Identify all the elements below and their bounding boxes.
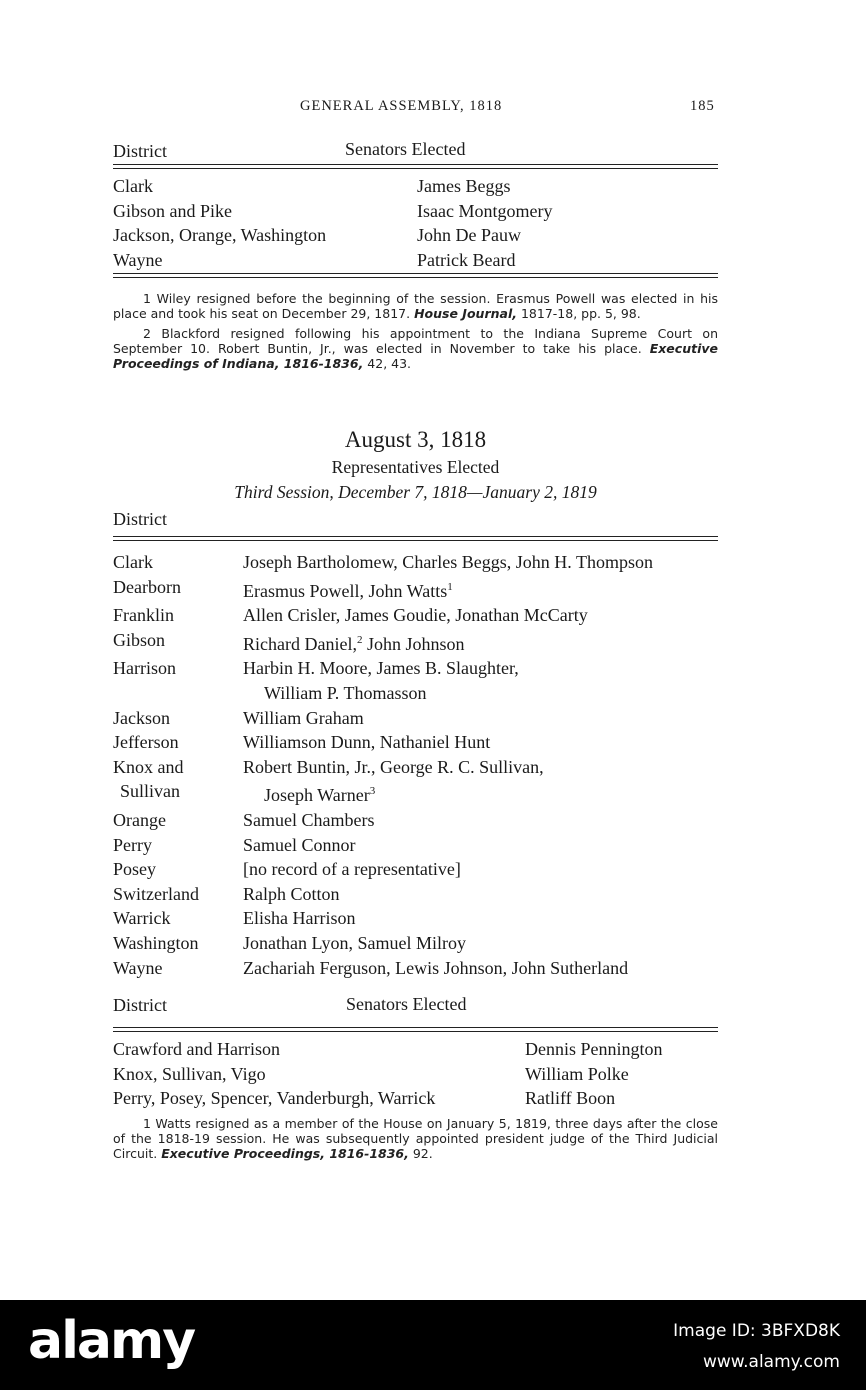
rep-names: John Johnson <box>362 633 465 654</box>
district-cell: Knox, Sullivan, Vigo <box>113 1063 266 1084</box>
footnote-text: Wiley resigned before the beginning of the session. Erasmus Powell was elected in his place and took his seat on December 29, 1817. <box>113 291 718 321</box>
senate1-senators-header: Senators Elected <box>345 139 466 159</box>
footnotes-1 <box>113 291 718 376</box>
district-cell: Jefferson <box>113 732 179 753</box>
footnote <box>113 1116 718 1161</box>
senator-cell: Patrick Beard <box>417 249 516 270</box>
representatives-cell <box>243 550 653 575</box>
table-row <box>113 199 552 224</box>
representatives-cell <box>243 956 653 981</box>
representatives-cell <box>243 931 653 956</box>
footnote-number: 1 <box>143 291 151 306</box>
rep-names: Zachariah Ferguson, Lewis Johnson, John Sutherland <box>243 957 629 978</box>
table-row <box>113 223 552 248</box>
representatives-cell <box>243 857 653 882</box>
rule <box>113 540 718 541</box>
district-cell: Jackson, Orange, Washington <box>113 225 327 246</box>
rep-names: Samuel Connor <box>243 834 356 855</box>
rep-names: Joseph Bartholomew, Charles Beggs, John H. Thompson <box>243 552 653 572</box>
footnote-pages: 92. <box>412 1146 433 1161</box>
district-cell: Clark <box>113 552 153 572</box>
district-cell: Wayne <box>113 249 163 270</box>
table-row <box>113 833 653 858</box>
representatives-cell <box>243 779 653 808</box>
table-row <box>113 755 653 780</box>
representatives-cell <box>243 808 653 833</box>
representatives-cell <box>243 575 653 604</box>
alamy-logo: alamy <box>28 1311 195 1371</box>
table-row <box>113 730 653 755</box>
rep-names: Allen Crisler, James Goudie, Jonathan McCarty <box>243 605 588 626</box>
footnotes-2 <box>113 1116 718 1166</box>
senator-cell: Dennis Pennington <box>525 1039 663 1059</box>
table-row <box>113 906 653 931</box>
senator-cell: William Polke <box>525 1063 629 1084</box>
senate2-district-header: District <box>113 995 167 1015</box>
footnote-pages: 42, 43. <box>367 356 412 371</box>
rule <box>113 164 718 165</box>
representatives-cell <box>243 730 653 755</box>
table-row <box>113 628 653 657</box>
senate2-senators-header: Senators Elected <box>346 994 467 1014</box>
representatives-cell <box>243 882 653 907</box>
district-cell: Harrison <box>113 658 176 679</box>
footnote <box>113 291 718 321</box>
representatives-cell <box>243 681 653 706</box>
representatives-cell <box>243 656 653 681</box>
district-cell: Perry <box>113 834 152 855</box>
rep-names: Samuel Chambers <box>243 809 375 830</box>
rep-names: [no record of a representative] <box>243 859 461 880</box>
table-row <box>113 174 552 199</box>
table-row <box>113 706 653 731</box>
district-cell: Gibson and Pike <box>113 200 232 221</box>
table-row <box>113 882 653 907</box>
footnote-text: Watts resigned as a member of the House on January 5, 1819, three days after the close of the 1818-19 session. He was subsequently appointed president judge of the Third Judicial Circuit. <box>113 1116 718 1161</box>
district-cell: Warrick <box>113 908 171 929</box>
rep-names: William P. Thomasson <box>264 682 427 703</box>
district-cell: Washington <box>113 932 199 953</box>
table-row <box>113 779 653 808</box>
senator-cell: John De Pauw <box>417 225 521 246</box>
footnote-pages: 1817-18, pp. 5, 98. <box>520 306 641 321</box>
senate1-district-header: District <box>113 141 167 161</box>
district-cell: Dearborn <box>113 576 181 597</box>
senator-cell: Isaac Montgomery <box>417 200 553 221</box>
table-row <box>113 857 653 882</box>
image-id: Image ID: 3BFXD8K <box>673 1321 840 1341</box>
table-row <box>113 1086 663 1111</box>
footnote-number: 2 <box>143 326 151 341</box>
rep-names: Richard Daniel, <box>243 633 357 654</box>
senator-cell: James Beggs <box>417 176 511 196</box>
rep-names: Joseph Warner <box>264 785 370 806</box>
table-row <box>113 656 653 681</box>
representatives-cell <box>243 628 653 657</box>
footnote-text: Blackford resigned following his appointment to the Indiana Supreme Court on September 10. Robert Buntin, Jr., was elected in November to take his place. <box>113 326 718 356</box>
rule <box>113 1027 718 1028</box>
table-row <box>113 603 653 628</box>
rep-names: Williamson Dunn, Nathaniel Hunt <box>243 732 491 753</box>
rep-names: Robert Buntin, Jr., George R. C. Sullivan, <box>243 756 544 777</box>
senate2-table <box>113 1037 663 1111</box>
table-row <box>113 681 653 706</box>
representatives-cell <box>243 906 653 931</box>
footnote-mark: 2 <box>356 633 363 646</box>
rule <box>113 1031 718 1032</box>
district-cell: Jackson <box>113 707 170 728</box>
representatives-cell <box>243 755 653 780</box>
election-subtitle: Representatives Elected <box>331 457 500 477</box>
rep-names: William Graham <box>243 707 364 728</box>
footnote-citation: Executive Proceedings, 1816-1836, <box>161 1146 409 1161</box>
rule <box>113 277 718 278</box>
site-url: www.alamy.com <box>702 1352 840 1372</box>
district-cell: Posey <box>113 859 157 880</box>
rule <box>113 273 718 274</box>
table-row <box>113 550 653 575</box>
district-cell: Clark <box>113 176 153 196</box>
table-row <box>113 248 552 273</box>
district-cell <box>113 681 243 706</box>
table-row <box>113 575 653 604</box>
footnote-citation: Executive Proceedings of Indiana, 1816-1836, <box>113 341 718 371</box>
district-cell: Sullivan <box>120 781 181 802</box>
district-cell: Orange <box>113 809 166 830</box>
table-row <box>113 1037 663 1062</box>
representatives-cell <box>243 603 653 628</box>
footnote <box>113 326 718 371</box>
district-cell: Switzerland <box>113 883 199 904</box>
rule <box>113 168 718 169</box>
rep-names: Harbin H. Moore, James B. Slaughter, <box>243 658 519 679</box>
district-cell: Gibson <box>113 629 166 650</box>
table-row <box>113 1062 663 1087</box>
page-number: 185 <box>690 98 715 114</box>
rep-names: Erasmus Powell, John Watts <box>243 580 448 601</box>
rep-names: Jonathan Lyon, Samuel Milroy <box>243 932 466 953</box>
rep-names: Elisha Harrison <box>243 908 356 929</box>
representatives-cell <box>243 833 653 858</box>
district-cell: Perry, Posey, Spencer, Vanderburgh, Warrick <box>113 1088 436 1109</box>
district-cell: Franklin <box>113 605 174 626</box>
rep-names: Ralph Cotton <box>243 883 340 904</box>
district-cell: Knox and <box>113 756 184 777</box>
senator-cell: Ratliff Boon <box>525 1088 616 1109</box>
rule <box>113 536 718 537</box>
footnote-mark: 3 <box>369 785 376 798</box>
election-date: August 3, 1818 <box>344 427 487 452</box>
election-session: Third Session, December 7, 1818—January 2, 1819 <box>234 482 597 502</box>
district-cell: Wayne <box>113 957 163 978</box>
footnote-mark: 1 <box>447 580 453 593</box>
reps-table <box>113 550 653 980</box>
footnote-number: 1 <box>143 1116 151 1131</box>
table-row <box>113 808 653 833</box>
reps-district-header: District <box>113 509 167 529</box>
district-cell: Crawford and Harrison <box>113 1039 280 1059</box>
table-row <box>113 956 653 981</box>
representatives-cell <box>243 706 653 731</box>
senate1-table <box>113 174 552 272</box>
footnote-citation: House Journal, <box>414 306 517 321</box>
running-title: GENERAL ASSEMBLY, 1818 <box>300 98 503 114</box>
table-row <box>113 931 653 956</box>
